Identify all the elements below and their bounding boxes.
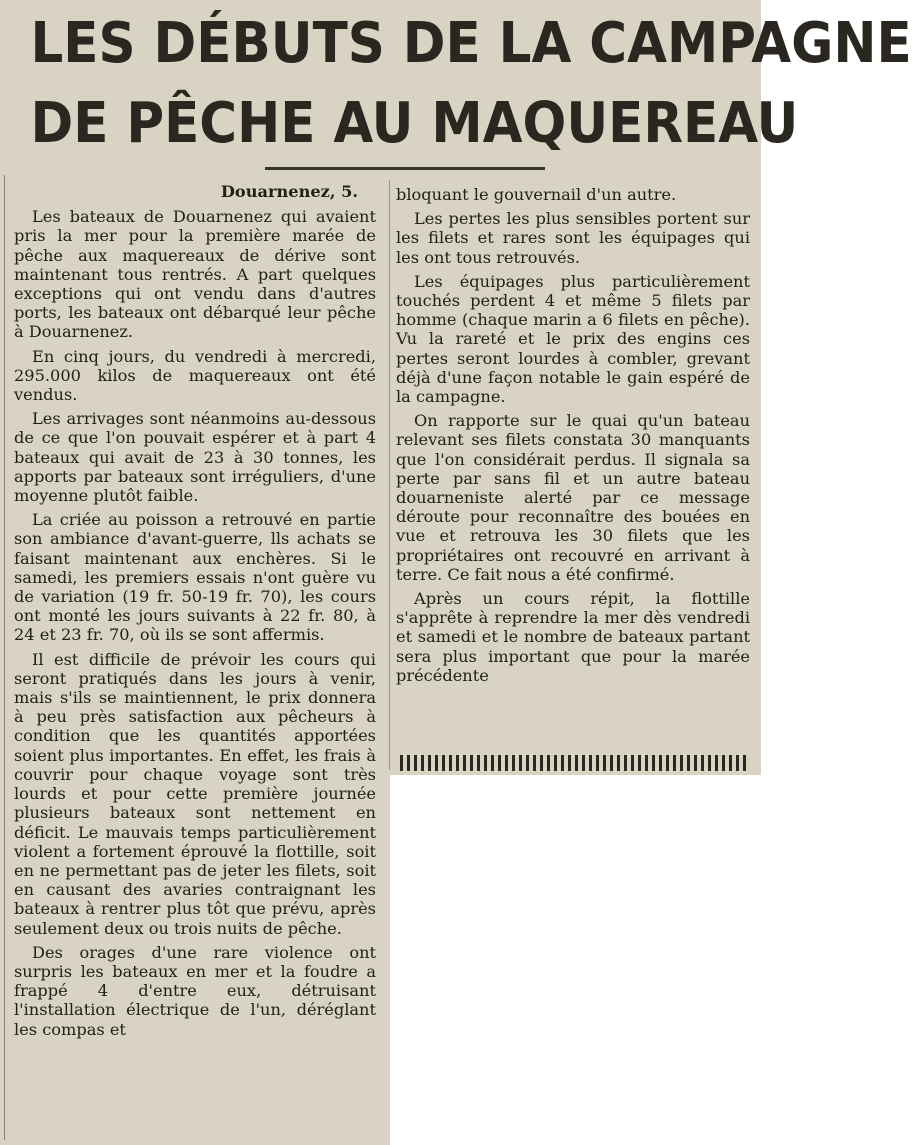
paragraph: Les équipages plus particulièrement touchés perdent 4 et même 5 filets par homme (chaque marin a 6 filets en pêche). Vu la rareté et le prix des engins ces pertes seront lourdes à combler, grevant déjà d'une façon notable le gain espéré de la campagne. [396, 271, 750, 407]
headline [30, 4, 912, 164]
paragraph: On rapporte sur le quai qu'un bateau relevant ses filets constata 30 manquants que l'on considérait perdus. Il signala sa perte par sans fil et un autre bateau douarneniste alerté par ce message déroute pour reconnaître des bouées en vue et retrouva les 30 filets que les propriétaires ont recouvré en arrivant à terre. Ce fait nous a été confirmé. [396, 411, 750, 584]
left-column [14, 180, 376, 1044]
paragraph: Il est difficile de prévoir les cours qui seront pratiqués dans les jours à venir, mais s'ils se maintiennent, le prix donnera à peu près satisfaction aux pêcheurs à condition que les quantités apportées soient plus importantes. En effet, les frais à couvrir pour chaque voyage sont très lourds et pour cette première journée plusieurs bateaux sont nettement en déficit. Le mauvais temps particulièrement violent a fortement éprouvé la flottille, soit en ne permettant pas de jeter les filets, soit en causant des avaries contraignant les bateaux à rentrer plus tôt que prévu, après seulement deux ou trois nuits de pêche. [14, 649, 376, 938]
paragraph: En cinq jours, du vendredi à mercredi, 295.000 kilos de maquereaux ont été vendus. [14, 346, 376, 405]
paragraph: Les pertes les plus sensibles portent sur les filets et rares sont les équipages qui les ont tous retrouvés. [396, 209, 750, 267]
column-separator [389, 180, 390, 770]
right-column [396, 185, 750, 690]
paragraph: Des orages d'une rare violence ont surpris les bateaux en mer et la foudre a frappé 4 d'entre eux, détruisant l'installation électrique de l'un, déréglant les compas et [14, 942, 376, 1039]
end-of-article-rule [400, 755, 750, 771]
page-edge-line [4, 175, 5, 1140]
headline-rule [265, 167, 545, 170]
headline-line-1: LES DÉBUTS DE LA CAMPAGNE [30, 11, 912, 76]
paragraph: La criée au poisson a retrouvé en partie son ambiance d'avant-guerre, lls achats se faisant maintenant aux enchères. Si le samedi, les premiers essais n'ont guère vu de variation (19 fr. 50-19 fr. 70), les cours ont monté les jours suivants à 22 fr. 80, à 24 et 23 fr. 70, où ils se sont affermis. [14, 510, 376, 645]
paragraph: Les arrivages sont néanmoins au-dessous de ce que l'on pouvait espérer et à part 4 bateaux qui avait de 23 à 30 tonnes, les apports par bateaux sont irréguliers, d'une moyenne plutôt faible. [14, 409, 376, 506]
paragraph: Les bateaux de Douarnenez qui avaient pris la mer pour la première marée de pêche aux maquereaux de dérive sont maintenant tous rentrés. A part quelques exceptions qui ont vendu dans d'autres ports, les bateaux ont débarqué leur pêche à Douarnenez. [14, 207, 376, 342]
paragraph: Après un cours répit, la flottille s'apprête à reprendre la mer dès vendredi et samedi et le nombre de bateaux partant sera plus important que pour la marée précédente [396, 589, 750, 685]
dateline: Douarnenez, 5. [220, 182, 358, 201]
headline-line-2: DE PÊCHE AU MAQUEREAU [30, 91, 799, 156]
paragraph-continuation: bloquant le gouvernail d'un autre. [396, 185, 677, 204]
